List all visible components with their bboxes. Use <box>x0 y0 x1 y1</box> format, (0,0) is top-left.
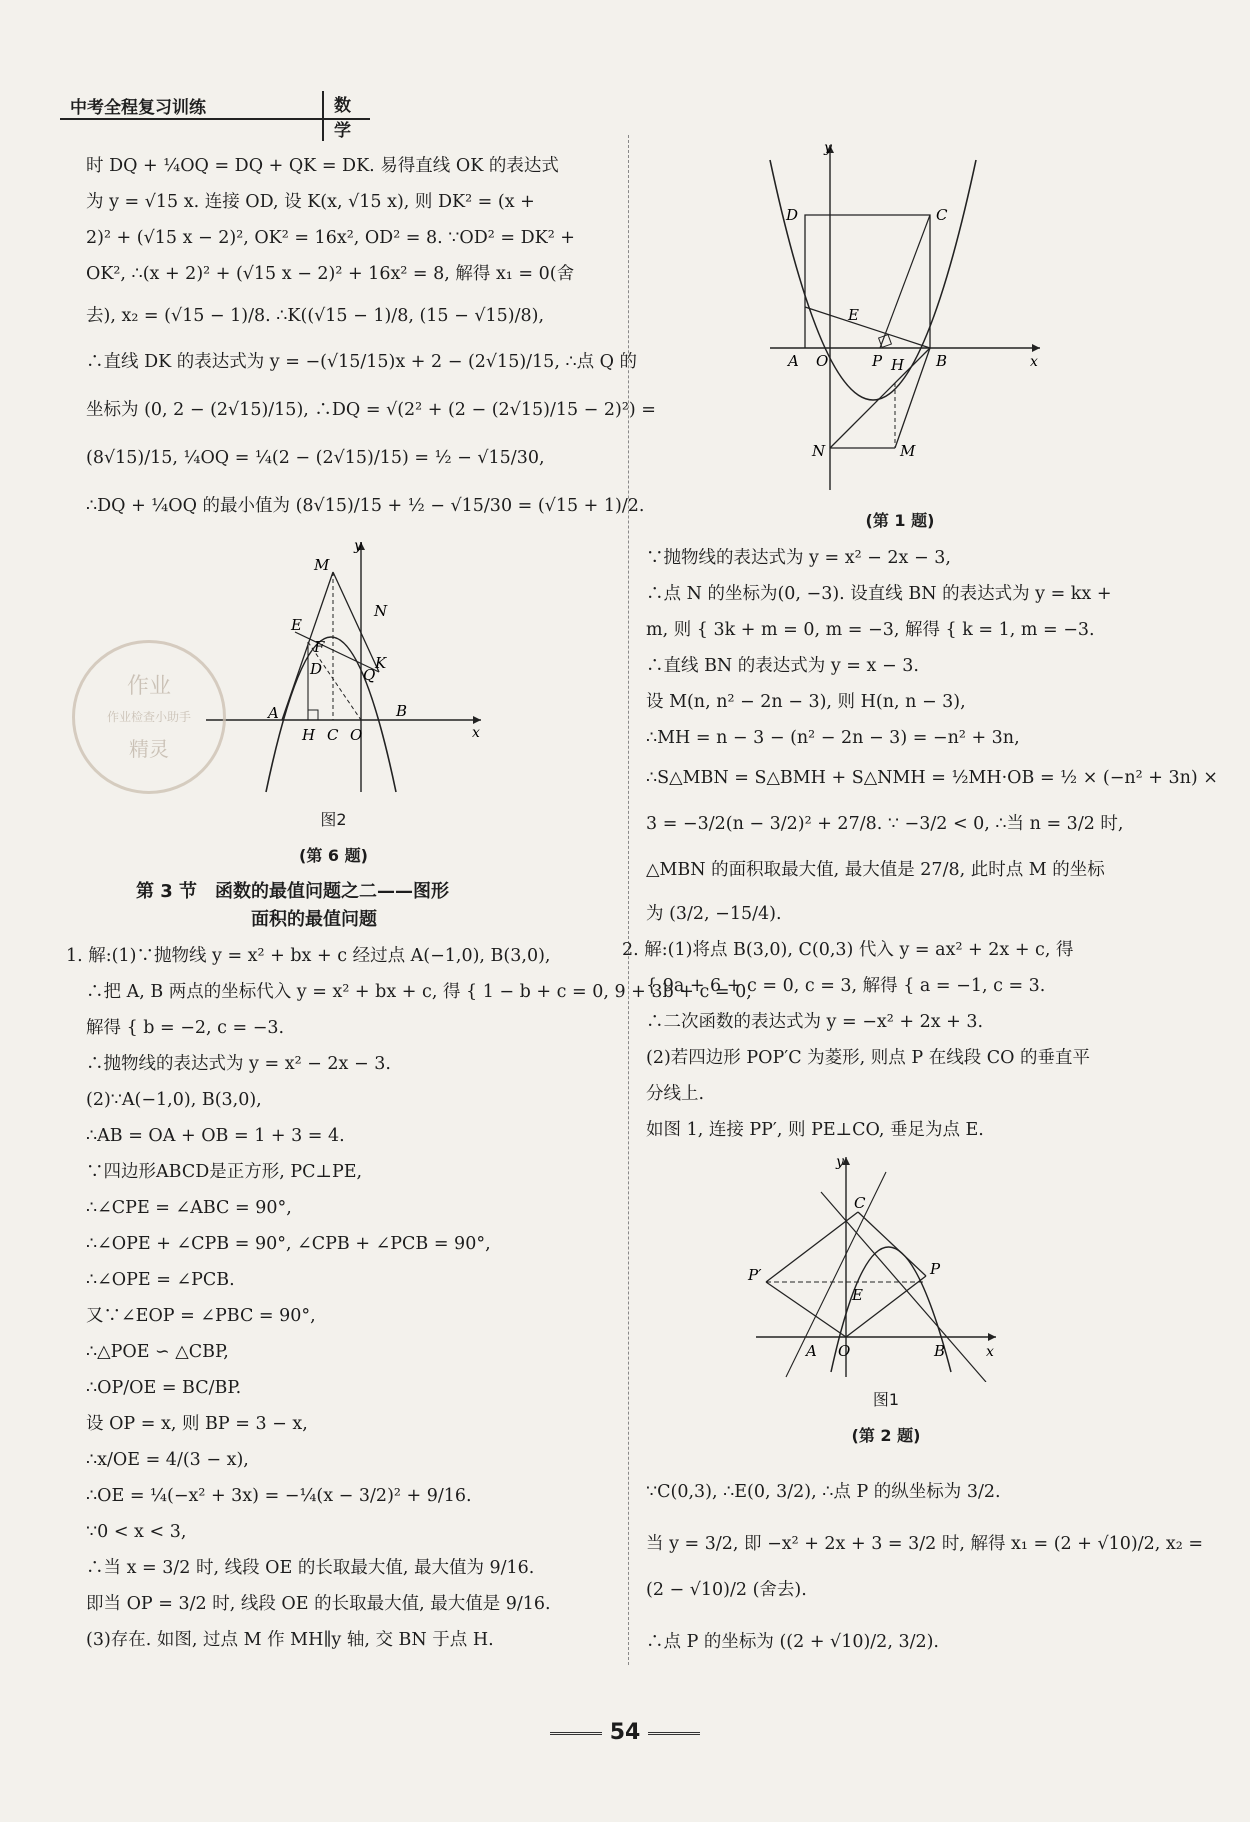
text-line: 分线上. <box>646 1084 705 1104</box>
subject-tab: 数学 <box>322 91 370 141</box>
section-title: 第 3 节 函数的最值问题之二——图形 <box>136 881 450 902</box>
text-line: { 9a + 6 + c = 0, c = 3, 解得 { a = −1, c = 3. <box>646 976 1046 996</box>
fig2-label: E <box>852 1286 863 1304</box>
fig1-label: E <box>848 306 859 324</box>
text-line: 3 = −3/2(n − 3/2)² + 27/8. ∵ −3/2 < 0, ∴当 n = 3/2 时, <box>646 814 1124 834</box>
text-line: ∴AB = OA + OB = 1 + 3 = 4. <box>86 1126 345 1146</box>
fig2-label: y <box>836 1154 844 1170</box>
figure-sublabel: 图1 <box>872 1390 900 1409</box>
text-line: ∴OP/OE = BC/BP. <box>86 1378 242 1398</box>
figure-caption: (第 2 题) <box>851 1426 921 1445</box>
text-line: ∴∠OPE = ∠PCB. <box>86 1270 235 1290</box>
footer-ornament-left <box>550 1732 602 1735</box>
fig2-label: x <box>986 1344 994 1360</box>
text-line: ∴当 x = 3/2 时, 线段 OE 的长取最大值, 最大值为 9/16. <box>86 1558 535 1578</box>
fig1-label: P <box>872 352 883 370</box>
text-line: (3)存在. 如图, 过点 M 作 MH∥y 轴, 交 BN 于点 H. <box>86 1630 494 1650</box>
text-line: 2)² + (√15 x − 2)², OK² = 16x², OD² = 8. ∵OD² = DK² + <box>86 228 575 248</box>
right-column <box>622 540 1218 1660</box>
text-line: ∴x/OE = 4/(3 − x), <box>86 1450 249 1470</box>
stamp-text: 作业检查小助手 <box>106 710 191 724</box>
fig6-label: B <box>396 702 408 720</box>
text-line: 如图 1, 连接 PP′, 则 PE⊥CO, 垂足为点 E. <box>646 1120 984 1140</box>
fig6-label: A <box>268 704 279 722</box>
text-line: ∵0 < x < 3, <box>86 1522 187 1542</box>
fig6-label: E <box>291 616 302 634</box>
figure-caption: (第 1 题) <box>865 511 935 530</box>
section-title-line2: 面积的最值问题 <box>251 909 377 930</box>
text-line: 为 y = √15 x. 连接 OD, 设 K(x, √15 x), 则 DK² = (x + <box>86 192 535 212</box>
fig2-label: A <box>806 1342 817 1360</box>
text-line: (2)若四边形 POP′C 为菱形, 则点 P 在线段 CO 的垂直平 <box>646 1048 1091 1068</box>
fig6-label: C <box>327 726 339 744</box>
text-line: ∴MH = n − 3 − (n² − 2n − 3) = −n² + 3n, <box>646 728 1020 748</box>
fig1-label: M <box>900 442 916 460</box>
text-line: (2)∵A(−1,0), B(3,0), <box>86 1090 262 1110</box>
fig6-label: y <box>354 538 362 554</box>
fig1-label: H <box>891 356 905 374</box>
fig6-label: N <box>374 602 388 620</box>
fig1-label: A <box>788 352 799 370</box>
fig6-label: D <box>310 660 323 678</box>
text-line: OK², ∴(x + 2)² + (√15 x − 2)² + 16x² = 8, 解得 x₁ = 0(舍 <box>86 264 575 284</box>
fig1-label: D <box>786 206 799 224</box>
text-line: ∴△POE ∽ △CBP, <box>86 1342 229 1362</box>
text-line: ∴S△MBN = S△BMH + S△NMH = ½MH·OB = ½ × (−n² + 3n) × <box>646 768 1218 788</box>
text-line: 2. 解:(1)将点 B(3,0), C(0,3) 代入 y = ax² + 2x + c, 得 <box>622 940 1074 960</box>
text-line: ∵四边形ABCD是正方形, PC⊥PE, <box>86 1162 363 1182</box>
fig1-label: C <box>936 206 948 224</box>
fig6-label: K <box>375 654 387 672</box>
figure-q2 <box>746 1152 1006 1382</box>
text-line: m, 则 { 3k + m = 0, m = −3, 解得 { k = 1, m = −3. <box>646 620 1095 640</box>
text-line: 设 M(n, n² − 2n − 3), 则 H(n, n − 3), <box>646 692 966 712</box>
fig1-label: x <box>1030 354 1038 370</box>
fig6-label: F <box>314 638 325 656</box>
text-line: 又∵∠EOP = ∠PBC = 90°, <box>86 1306 316 1326</box>
fig2-label: P <box>930 1260 941 1278</box>
footer-ornament-right <box>648 1732 700 1735</box>
header-rule <box>60 118 370 120</box>
fig6-label: H <box>302 726 316 744</box>
text-line: ∴OE = ¼(−x² + 3x) = −¼(x − 3/2)² + 9/16. <box>86 1486 472 1506</box>
figure-caption: (第 6 题) <box>299 846 368 865</box>
text-line: ∴点 N 的坐标为(0, −3). 设直线 BN 的表达式为 y = kx + <box>646 584 1112 604</box>
fig1-label: N <box>812 442 826 460</box>
text-line: 解得 { b = −2, c = −3. <box>86 1018 285 1038</box>
homework-stamp <box>72 640 226 794</box>
running-header <box>60 88 370 141</box>
text-line: ∴直线 DK 的表达式为 y = −(√15/15)x + 2 − (2√15)/15, ∴点 Q 的 <box>86 352 638 372</box>
text-line: (8√15)/15, ¼OQ = ¼(2 − (2√15)/15) = ½ − √15/30, <box>86 448 545 468</box>
fig1-label: y <box>824 140 832 156</box>
page-number-text: 54 <box>609 1720 641 1745</box>
fig2-label: P′ <box>748 1266 762 1284</box>
fig2-label: C <box>854 1194 866 1212</box>
text-line: ∴点 P 的坐标为 ((2 + √10)/2, 3/2). <box>646 1632 939 1652</box>
fig6-label: M <box>314 556 330 574</box>
book-title: 中考全程复习训练 <box>70 98 206 118</box>
text-line: 即当 OP = 3/2 时, 线段 OE 的长取最大值, 最大值是 9/16. <box>86 1594 551 1614</box>
text-line: 去), x₂ = (√15 − 1)/8. ∴K((√15 − 1)/8, (15 − √15)/8), <box>86 306 545 326</box>
text-line: 坐标为 (0, 2 − (2√15)/15), ∴DQ = √(2² + (2 − (2√15)/15 − 2)²) = <box>86 400 656 420</box>
text-line: 时 DQ + ¼OQ = DQ + QK = DK. 易得直线 OK 的表达式 <box>86 156 559 176</box>
figure-q6 <box>196 532 496 802</box>
text-line: ∵C(0,3), ∴E(0, 3/2), ∴点 P 的纵坐标为 3/2. <box>646 1482 1001 1502</box>
text-line: 当 y = 3/2, 即 −x² + 2x + 3 = 3/2 时, 解得 x₁ = (2 + √10)/2, x₂ = <box>646 1534 1203 1554</box>
text-line: 1. 解:(1)∵抛物线 y = x² + bx + c 经过点 A(−1,0), B(3,0), <box>66 946 551 966</box>
text-line: △MBN 的面积取最大值, 最大值是 27/8, 此时点 M 的坐标 <box>646 860 1105 880</box>
text-line: ∴抛物线的表达式为 y = x² − 2x − 3. <box>86 1054 391 1074</box>
stamp-text: 作业 <box>126 674 171 699</box>
solution-continuation <box>86 148 656 524</box>
text-line: 为 (3/2, −15/4). <box>646 904 782 924</box>
fig1-label: B <box>936 352 948 370</box>
text-line: ∴直线 BN 的表达式为 y = x − 3. <box>646 656 919 676</box>
fig6-label: x <box>472 725 480 741</box>
text-line: ∴把 A, B 两点的坐标代入 y = x² + bx + c, 得 { 1 − b + c = 0, 9 + 3b + c = 0, <box>86 982 752 1002</box>
page-number <box>540 1720 710 1745</box>
figure-sublabel: 图2 <box>320 810 347 829</box>
fig1-label: O <box>816 352 829 370</box>
fig6-label: O <box>350 726 363 744</box>
fig6-label: Q <box>363 666 376 684</box>
text-line: ∴DQ + ¼OQ 的最小值为 (8√15)/15 + ½ − √15/30 = (√15 + 1)/2. <box>86 496 645 516</box>
text-line: ∴∠OPE + ∠CPB = 90°, ∠CPB + ∠PCB = 90°, <box>86 1234 491 1254</box>
text-line: (2 − √10)/2 (舍去). <box>646 1580 807 1600</box>
text-line: ∴二次函数的表达式为 y = −x² + 2x + 3. <box>646 1012 984 1032</box>
fig2-label: B <box>934 1342 946 1360</box>
text-line: 设 OP = x, 则 BP = 3 − x, <box>86 1414 308 1434</box>
fig2-label: O <box>838 1342 851 1360</box>
text-line: ∵抛物线的表达式为 y = x² − 2x − 3, <box>646 548 951 568</box>
figure-q1 <box>750 140 1050 500</box>
text-line: ∴∠CPE = ∠ABC = 90°, <box>86 1198 292 1218</box>
stamp-text: 精灵 <box>129 737 169 761</box>
